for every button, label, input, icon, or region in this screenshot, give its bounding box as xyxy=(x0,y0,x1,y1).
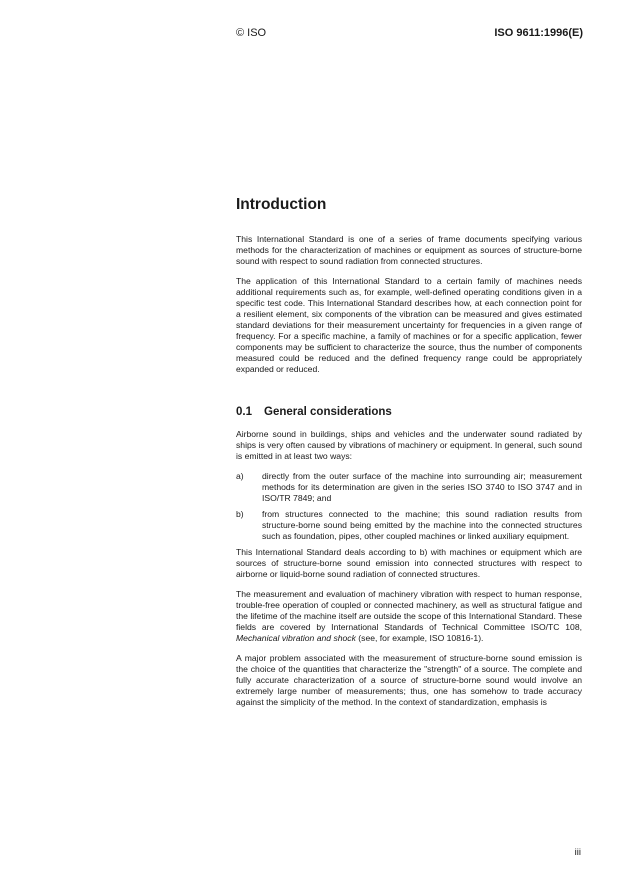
section-number: 0.1 xyxy=(236,406,252,418)
scope-paragraph: This International Standard deals according to b) with machines or equipment which are sources of structure-borne sound emission into connected structures with respect to airborne or liquid-borne sound radiation of connected structures. xyxy=(236,547,582,579)
committee-title: Mechanical vibration and shock xyxy=(236,633,356,643)
exclusions-paragraph xyxy=(236,589,582,644)
list-item-label: b) xyxy=(236,509,244,519)
page-title: Introduction xyxy=(236,196,327,213)
list-item xyxy=(236,509,582,542)
exclusions-text-start: The measurement and evaluation of machinery vibration with respect to human response, trouble-free operation of coupled or connected machinery, as well as structural fatigue and the lifetime of the machine itself are outside the scope of this International Standard. These fields are covered by International Standards of Technical Committee ISO/TC 108, xyxy=(236,589,582,632)
page-number: iii xyxy=(574,847,581,858)
header-standard-number: ISO 9611:1996(E) xyxy=(494,27,583,39)
emission-ways-list xyxy=(236,471,582,542)
exclusions-text-end: (see, for example, ISO 10816-1). xyxy=(355,633,484,643)
section-heading xyxy=(236,405,582,419)
list-item-label: a) xyxy=(236,471,244,481)
section-title: General considerations xyxy=(264,406,392,418)
list-item-text: from structures connected to the machine; this sound radiation results from structure-borne sound being emitted by the machine into the connected structures such as foundation, pipes, other coupled machines or linked auxiliary equipment. xyxy=(262,509,582,541)
list-item xyxy=(236,471,582,504)
section-lead-paragraph: Airborne sound in buildings, ships and vehicles and the underwater sound radiated by ships is very often caused by vibrations of machinery or equipment. In general, such sound is emitted in at least two ways: xyxy=(236,429,582,461)
header-copyright: © ISO xyxy=(236,27,267,39)
page-body xyxy=(236,196,582,717)
intro-paragraph-1: This International Standard is one of a series of frame documents specifying various methods for the characterization of machines or equipment as sources of structure-borne sound with respect to sound radiation from connected structures. xyxy=(236,234,582,266)
problem-paragraph: A major problem associated with the measurement of structure-borne sound emission is the choice of the quantities that characterize the "strength" of a source. The complete and fully accurate characterization of a source of structure-borne sound would involve an extremely large number of measurements; thus, one has somehow to trade accuracy against the simplicity of the method. In the context of standardization, emphasis is xyxy=(236,653,582,707)
list-item-text: directly from the outer surface of the machine into surrounding air; measurement methods for its determination are given in the series ISO 3740 to ISO 3747 and in ISO/TR 7849; and xyxy=(262,471,582,503)
intro-paragraph-2: The application of this International Standard to a certain family of machines needs additional requirements such as, for example, well-defined operating conditions given in a specific test code. This International Standard describes how, at each connection point for a resilient element, six components of the vibration can be measured and gives estimated standard deviations for their measurement uncertainty for frequencies in a given range of frequency. For a specific machine, a family of machines or for a specific application, fewer components may be sufficient to characterize the source, thus the number of components measured could be reduced and the defined frequency range could be appropriately expanded or reduced. xyxy=(236,276,582,374)
